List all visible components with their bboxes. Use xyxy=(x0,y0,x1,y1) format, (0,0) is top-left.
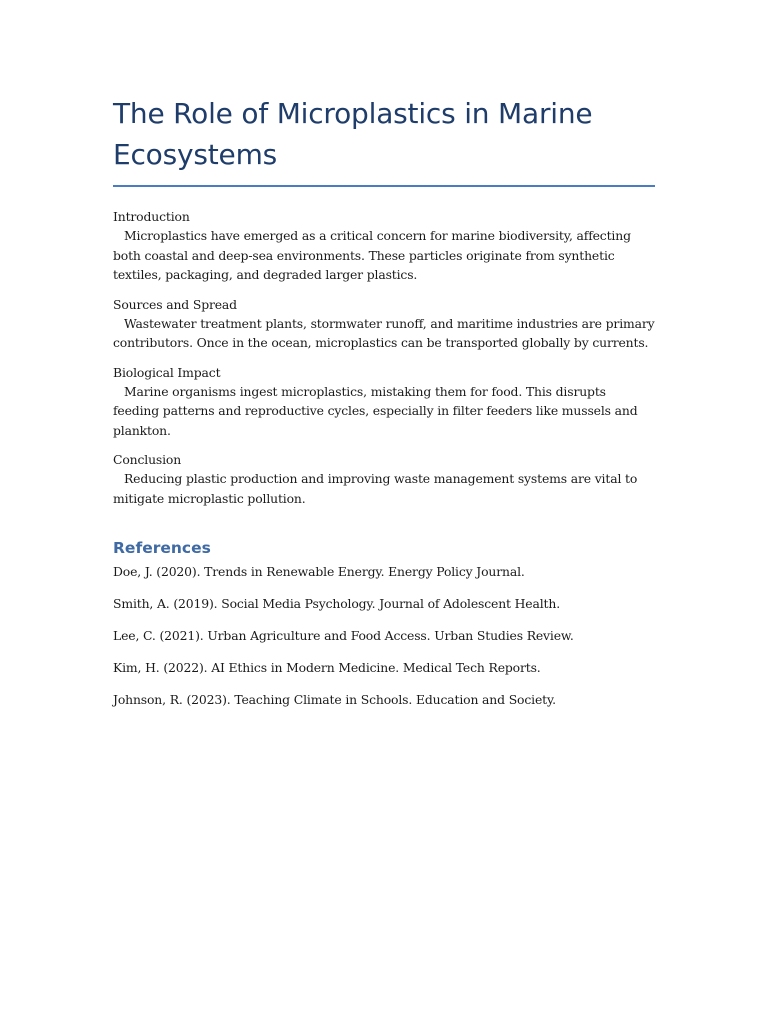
section-paragraph: Marine organisms ingest microplastics, mistaking them for food. This disrupts feeding patterns and reproductive cycles, especially in filter feeders like mussels and plankton. xyxy=(113,383,638,438)
reference-item: Smith, A. (2019). Social Media Psychology. Journal of Adolescent Health. xyxy=(113,596,560,611)
section-sources-and-spread xyxy=(113,296,655,353)
reference-item: Johnson, R. (2023). Teaching Climate in Schools. Education and Society. xyxy=(113,692,556,707)
section-biological-impact xyxy=(113,364,655,441)
section-heading: Sources and Spread xyxy=(113,296,237,312)
section-introduction xyxy=(113,208,655,285)
references-heading: References xyxy=(113,539,211,557)
section-heading: Biological Impact xyxy=(113,364,221,380)
document-body xyxy=(113,208,655,508)
reference-item: Kim, H. (2022). AI Ethics in Modern Medicine. Medical Tech Reports. xyxy=(113,660,541,675)
references-list xyxy=(113,563,655,709)
section-paragraph: Reducing plastic production and improving waste management systems are vital to mitigate microplastic pollution. xyxy=(113,471,638,506)
reference-item: Doe, J. (2020). Trends in Renewable Energy. Energy Policy Journal. xyxy=(113,564,525,579)
section-heading: Introduction xyxy=(113,209,190,224)
section-paragraph: Microplastics have emerged as a critical concern for marine biodiversity, affecting both coastal and deep-sea environments. These particles originate from synthetic textiles, packaging, and degraded larger plastics. xyxy=(113,228,631,282)
document-title: The Role of Microplastics in Marine Ecosystems xyxy=(113,97,593,171)
section-paragraph: Wastewater treatment plants, stormwater runoff, and maritime industries are primary contributors. Once in the ocean, microplastics can be transported globally by currents. xyxy=(113,315,655,350)
reference-item: Lee, C. (2021). Urban Agriculture and Food Access. Urban Studies Review. xyxy=(113,628,574,643)
document-page xyxy=(113,0,655,723)
section-conclusion xyxy=(113,451,655,508)
section-heading: Conclusion xyxy=(113,452,182,467)
title-divider xyxy=(113,185,655,187)
